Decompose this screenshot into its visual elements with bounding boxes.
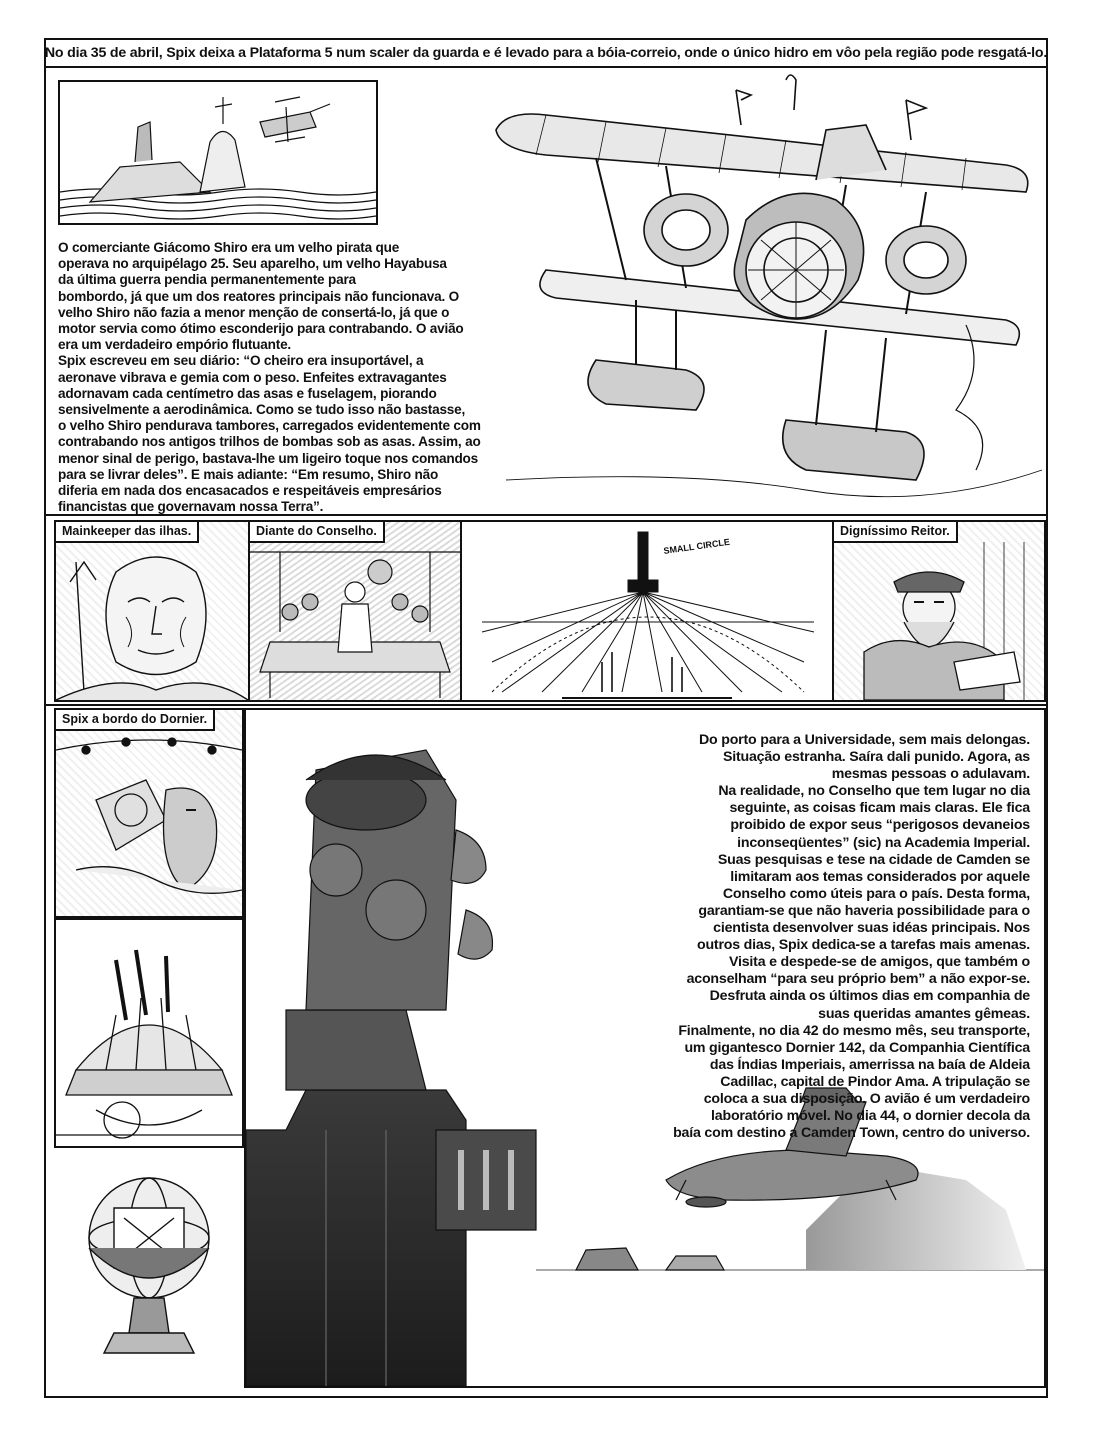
intro-line: velho Shiro não fazia a menor menção de consertá-lo, já que o bbox=[58, 304, 450, 320]
header-caption-strip bbox=[46, 40, 1046, 68]
main-line: garantiam-se que não haveria possibilidade para o bbox=[698, 902, 1030, 919]
intro-line: bombordo, já que um dos reatores principais não funcionava. O bbox=[58, 288, 459, 304]
intro-line: contrabando nos antigos trilhos de bombas sob as asas. Assim, ao bbox=[58, 434, 481, 450]
mid-section-divider bbox=[46, 704, 1046, 706]
panel-observatory-dome bbox=[54, 918, 244, 1148]
main-line: Na realidade, no Conselho que tem lugar no dia bbox=[718, 783, 1030, 800]
intro-story-text bbox=[58, 240, 508, 515]
main-line: um gigantesco Dornier 142, da Companhia Científica bbox=[684, 1039, 1030, 1056]
intro-line: para se livrar deles”. E mais adiante: “Em resumo, Shiro não bbox=[58, 466, 439, 482]
main-story-text bbox=[570, 732, 1030, 1142]
intro-line: financistas que governavam nossa Terra”. bbox=[58, 499, 324, 515]
main-line: cientista desenvolver suas idéas principais. Nos bbox=[713, 920, 1030, 937]
main-line: Situação estranha. Saíra dali punido. Agora, as bbox=[722, 749, 1030, 766]
intro-line: Spix escreveu em seu diário: “O cheiro era insuportável, a bbox=[58, 353, 424, 369]
main-line: outros dias, Spix dedica-se a tarefas mais amenas. bbox=[696, 937, 1030, 954]
intro-line: da última guerra pendia permanentemente para bbox=[58, 272, 356, 288]
panel-label-mainkeeper: Mainkeeper das ilhas. bbox=[56, 522, 199, 543]
comic-page bbox=[44, 38, 1048, 1398]
main-line: Conselho como úteis para o país. Desta forma, bbox=[722, 885, 1030, 902]
intro-line: era um verdadeiro empório flutuante. bbox=[58, 337, 292, 353]
armillary-sphere-illustration bbox=[54, 1148, 244, 1388]
main-line: das Índias Imperiais, amerrissa na baía de Aldeia bbox=[709, 1056, 1030, 1073]
intro-line: o velho Shiro pendurava tambores, carregados evidentemente com bbox=[58, 418, 481, 434]
main-line: Do porto para a Universidade, sem mais delongas. bbox=[698, 732, 1030, 748]
panel-mainkeeper bbox=[54, 520, 250, 702]
panel-conselho bbox=[248, 520, 462, 702]
reitor-portrait bbox=[834, 522, 1044, 700]
panel-boats-at-sea bbox=[58, 80, 378, 225]
main-line: Cadillac, capital de Pindor Ama. A tripulação se bbox=[720, 1073, 1030, 1090]
intro-line: sensivelmente a aerodinâmica. Como se tudo isso não bastasse, bbox=[58, 402, 466, 418]
panel-armillary-sphere bbox=[54, 1148, 244, 1388]
spix-on-dornier-illustration bbox=[56, 710, 242, 916]
mainkeeper-portrait bbox=[56, 522, 248, 700]
panel-small-circle-diagram bbox=[460, 520, 836, 702]
main-line: baía com destino a Camden Town, centro do universo. bbox=[673, 1125, 1030, 1142]
main-line: seguinte, as coisas ficam mais claras. Ele fica bbox=[729, 800, 1030, 817]
intro-line: O comerciante Giácomo Shiro era um velho pirata que bbox=[58, 240, 400, 255]
intro-line: operava no arquipélago 25. Seu aparelho, um velho Hayabusa bbox=[58, 256, 447, 272]
panel-spix-dornier bbox=[54, 708, 244, 918]
panel-label-conselho: Diante do Conselho. bbox=[250, 522, 385, 543]
panel-label-reitor: Digníssimo Reitor. bbox=[834, 522, 958, 543]
diagram-label: SMALL CIRCLE bbox=[662, 536, 731, 556]
main-line: coloca a sua disposição. O avião é um verdadeiro bbox=[703, 1090, 1030, 1107]
main-line: Suas pesquisas e tese na cidade de Camden se bbox=[717, 851, 1030, 868]
small-circle-diagram bbox=[462, 522, 834, 700]
main-line: aconselham “para seu próprio bem” a não expor-se. bbox=[686, 971, 1030, 988]
main-line: proibido de expor seus “perigosos devaneios bbox=[730, 817, 1030, 834]
main-line: Finalmente, no dia 42 do mesmo mês, seu transporte, bbox=[678, 1022, 1030, 1039]
main-line: inconseqüentes” (sic) na Academia Imperial. bbox=[737, 834, 1030, 851]
intro-line: diferia em nada dos encasacados e respeitáveis empresários bbox=[58, 483, 442, 499]
hayabusa-seaplane-illustration bbox=[486, 70, 1046, 510]
intro-line: aeronave vibrava e gemia com o peso. Enfeites extravagantes bbox=[58, 369, 447, 385]
main-line: laboratório móvel. No dia 44, o dornier decola da bbox=[711, 1108, 1030, 1125]
panel-label-spix-dornier: Spix a bordo do Dornier. bbox=[56, 710, 215, 731]
boats-illustration bbox=[60, 82, 376, 223]
council-scene bbox=[250, 522, 460, 700]
main-line: Visita e despede-se de amigos, que também o bbox=[728, 954, 1030, 971]
top-section-divider bbox=[46, 514, 1046, 516]
main-line: mesmas pessoas o adulavam. bbox=[831, 766, 1030, 783]
main-line: limitaram aos temas considerados por aquele bbox=[730, 868, 1030, 885]
main-line: suas queridas amantes gêmeas. bbox=[818, 1005, 1030, 1022]
header-caption: No dia 35 de abril, Spix deixa a Plataforma 5 num scaler da guarda e é levado para a bóia-correio, onde o único hidro em vôo pela região pode resgatá-lo. bbox=[44, 45, 1048, 61]
intro-line: adornavam cada centímetro das asas e fuselagem, piorando bbox=[58, 385, 437, 401]
main-line: Desfruta ainda os últimos dias em companhia de bbox=[709, 988, 1030, 1005]
intro-line: menor sinal de perigo, bastava-lhe um ligeiro toque nos comandos bbox=[58, 450, 479, 466]
panel-reitor bbox=[832, 520, 1046, 702]
intro-line: motor servia como ótimo esconderijo para contrabando. O avião bbox=[58, 321, 464, 337]
observatory-dome-illustration bbox=[56, 920, 242, 1146]
panel-dornier-departure bbox=[244, 708, 1046, 1388]
